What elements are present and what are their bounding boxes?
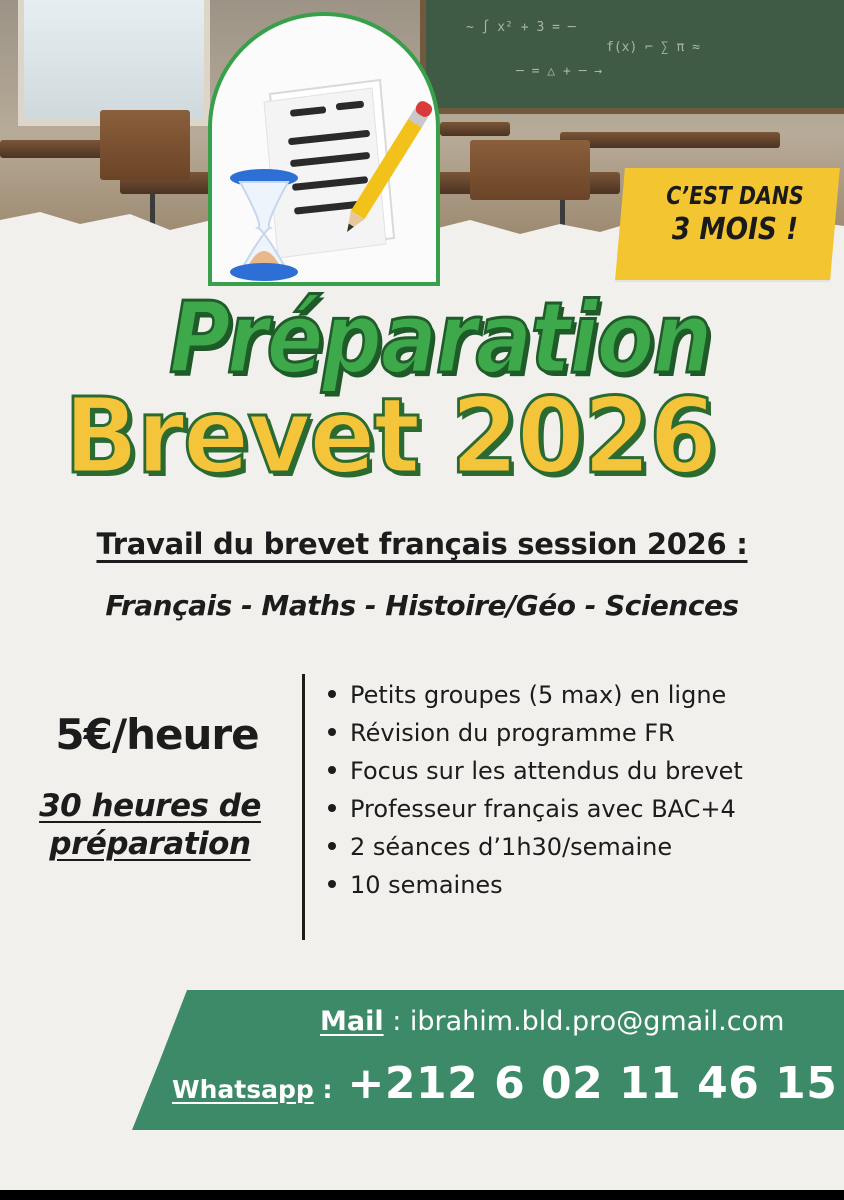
bullet-icon: [328, 880, 336, 888]
bottom-bar: [0, 1190, 844, 1200]
whatsapp-separator: :: [313, 1075, 333, 1104]
subtitle: [0, 527, 844, 561]
mail-row: [320, 1006, 784, 1037]
whatsapp-number[interactable]: +212 6 02 11 46 15: [347, 1058, 838, 1109]
document-icon: [264, 80, 394, 258]
bullet-icon: [328, 842, 336, 850]
subjects-list: Français - Maths - Histoire/Géo - Sciences: [105, 589, 739, 622]
bullet-icon: [328, 766, 336, 774]
feature-item: Petits groupes (5 max) en ligne: [322, 676, 743, 714]
subtitle-text: Travail du brevet français session 2026 :: [96, 527, 748, 561]
headline-brevet-year: Brevet 2026: [64, 375, 716, 497]
arch-illustration-badge: [208, 12, 440, 286]
hours-line-2: préparation: [49, 826, 251, 862]
sticker-line-1: C’EST DANS: [666, 181, 804, 210]
features-list: [322, 676, 743, 904]
headline-preparation: Préparation: [169, 282, 711, 396]
feature-item: 2 séances d’1h30/semaine: [322, 828, 743, 866]
desk: [440, 122, 510, 136]
bullet-icon: [328, 690, 336, 698]
vertical-divider: [302, 674, 305, 940]
countdown-sticker-text: [640, 181, 830, 248]
feature-item: Focus sur les attendus du brevet: [322, 752, 743, 790]
price-per-hour: 5€/heure: [55, 710, 259, 759]
feature-item: Professeur français avec BAC+4: [322, 790, 743, 828]
feature-item: Révision du programme FR: [322, 714, 743, 752]
chalkboard: ~ ∫ x² + 3 = ─ f(x) ⌐ ∑ π ≈ ─ = △ + ─ →: [420, 0, 844, 114]
mail-address[interactable]: : ibrahim.bld.pro@gmail.com: [392, 1006, 785, 1037]
hours-line-1: 30 heures de: [39, 788, 261, 824]
bullet-icon: [328, 728, 336, 736]
chair: [100, 110, 190, 180]
feature-item: 10 semaines: [322, 866, 743, 904]
whatsapp-label: Whatsapp: [172, 1075, 314, 1104]
sticker-line-2: 3 MOIS !: [671, 211, 799, 247]
desk: [560, 132, 780, 148]
classroom-window: [18, 0, 210, 126]
bullet-icon: [328, 804, 336, 812]
mail-label: Mail: [320, 1006, 384, 1037]
whatsapp-row: [172, 1058, 837, 1109]
total-hours: [10, 787, 290, 863]
